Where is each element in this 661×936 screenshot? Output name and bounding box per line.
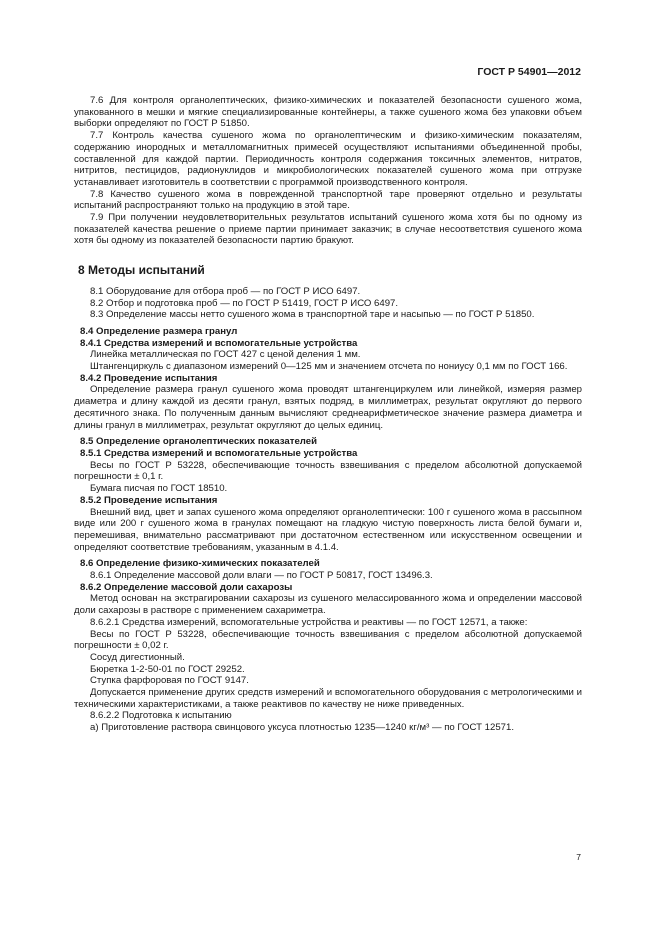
subsection-8-4-heading: 8.4 Определение размера гранул: [80, 325, 238, 337]
subsection-8-5-2-heading: 8.5.2 Проведение испытания: [80, 494, 218, 506]
paragraph-caliper: Штангенциркуль с диапазоном измерений 0—125 мм и значением отсчета по нониусу 0,1 мм по ГОСТ 166.: [90, 361, 568, 373]
clause-7-8: 7.8 Качество сушеного жома в поврежденной транспортной таре проверяют отдельно и результаты испытаний распространяют только на продукцию в этой таре.: [74, 188, 582, 212]
paragraph-scales-01: Весы по ГОСТ Р 53228, обеспечивающие точность взвешивания с пределом абсолютной допускаемой погрешности ± 0,1 г.: [74, 459, 582, 483]
subsection-8-6-2-heading: 8.6.2 Определение массовой доли сахарозы: [80, 581, 293, 593]
document-body: [74, 95, 582, 734]
subsection-8-4-2-heading: 8.4.2 Проведение испытания: [80, 372, 218, 384]
clause-7-7: 7.7 Контроль качества сушеного жома по органолептическим и физико-химическим показателям, содержанию инородных и металломагнитных примесей осуществляют испытаниями объединенной пробы, составленной для каждой партии. Периодичность контроля содержания токсичных элементов, нитратов, нитритов, пестицидов, радионуклидов и микробиологических показателей сушеного жома при отгрузке устанавливает изготовитель в соответствии с программой производственного контроля.: [74, 130, 582, 188]
paragraph-burette: Бюретка 1-2-50-01 по ГОСТ 29252.: [90, 663, 245, 675]
clause-8-3: 8.3 Определение массы нетто сушеного жома в транспортной таре и насыпью — по ГОСТ Р 51850.: [90, 309, 535, 321]
subsection-8-5-1-heading: 8.5.1 Средства измерений и вспомогательные устройства: [80, 447, 358, 459]
document-code-header: ГОСТ Р 54901—2012: [477, 66, 581, 78]
clause-8-6-2-2: 8.6.2.2 Подготовка к испытанию: [90, 710, 232, 722]
clause-7-6: 7.6 Для контроля органолептических, физико-химических и показателей безопасности сушеного жома, упакованного в мешки и мягкие специализированные контейнеры, а также сушеного жома без упаковки объем выборки определяют по ГОСТ Р 51850.: [74, 95, 582, 130]
section-8-heading: 8 Методы испытаний: [78, 263, 205, 278]
clause-7-9: 7.9 При получении неудовлетворительных результатов испытаний сушеного жома хотя бы по одному из показателей качества решение о приеме партии принимает заказчик; в случае несоответствия сушеного жома хотя бы одному из показателей безопасности партию бракуют.: [74, 212, 582, 247]
paragraph-vessel: Сосуд дигестионный.: [90, 651, 185, 663]
clause-8-1: 8.1 Оборудование для отбора проб — по ГОСТ Р ИСО 6497.: [90, 285, 361, 297]
page-number: 7: [576, 852, 581, 862]
paragraph-granule-test: Определение размера гранул сушеного жома проводят штангенциркулем или линейкой, измеряя размер диаметра и длину каждой из десяти гранул, взятых подряд, в миллиметрах, результат округляют до первого десятичного знака. По полученным данным вычисляют среднеарифметическое значение размера диаметра и длины гранул в миллиметрах, результат округляют до целых единиц.: [74, 384, 582, 431]
paragraph-paper: Бумага писчая по ГОСТ 18510.: [90, 483, 228, 495]
clause-8-6-2-1: 8.6.2.1 Средства измерений, вспомогательные устройства и реактивы — по ГОСТ 12571, а также:: [90, 616, 528, 628]
subsection-8-6-heading: 8.6 Определение физико-химических показателей: [80, 558, 320, 570]
paragraph-alternatives: Допускается применение других средств измерений и вспомогательного оборудования с метрологическими и техническими характеристиками, а также реактивов по качеству не ниже приведенных.: [74, 687, 582, 710]
subsection-8-5-heading: 8.5 Определение органолептических показателей: [80, 436, 317, 448]
clause-8-6-1: 8.6.1 Определение массовой доли влаги — по ГОСТ Р 50817, ГОСТ 13496.3.: [90, 570, 433, 582]
list-item-a: а) Приготовление раствора свинцового уксуса плотностью 1235—1240 кг/м³ — по ГОСТ 12571.: [90, 722, 515, 734]
subsection-8-4-1-heading: 8.4.1 Средства измерений и вспомогательные устройства: [80, 337, 358, 349]
paragraph-mortar: Ступка фарфоровая по ГОСТ 9147.: [90, 675, 249, 687]
paragraph-organoleptic-test: Внешний вид, цвет и запах сушеного жома определяют органолептически: 100 г сушеного жома в рассыпном виде или 200 г сушеного жома в гранулах помещают на гладкую чистую поверхность листа белой бумаги и, перемешивая, внимательно рассматривают при достаточном естественном или искусственном освещении и определяют соответствие требованиям, указанным в 4.1.4.: [74, 506, 582, 553]
paragraph-scales-002: Весы по ГОСТ Р 53228, обеспечивающие точность взвешивания с пределом абсолютной допускаемой погрешности ± 0,02 г.: [74, 628, 582, 652]
paragraph-method: Метод основан на экстрагировании сахарозы из сушеного мелассированного жома и определении массовой доли сахарозы в растворе с применением сахариметра.: [74, 593, 582, 617]
paragraph-ruler: Линейка металлическая по ГОСТ 427 с ценой деления 1 мм.: [90, 349, 361, 361]
clause-8-2: 8.2 Отбор и подготовка проб — по ГОСТ Р 51419, ГОСТ Р ИСО 6497.: [90, 297, 399, 309]
